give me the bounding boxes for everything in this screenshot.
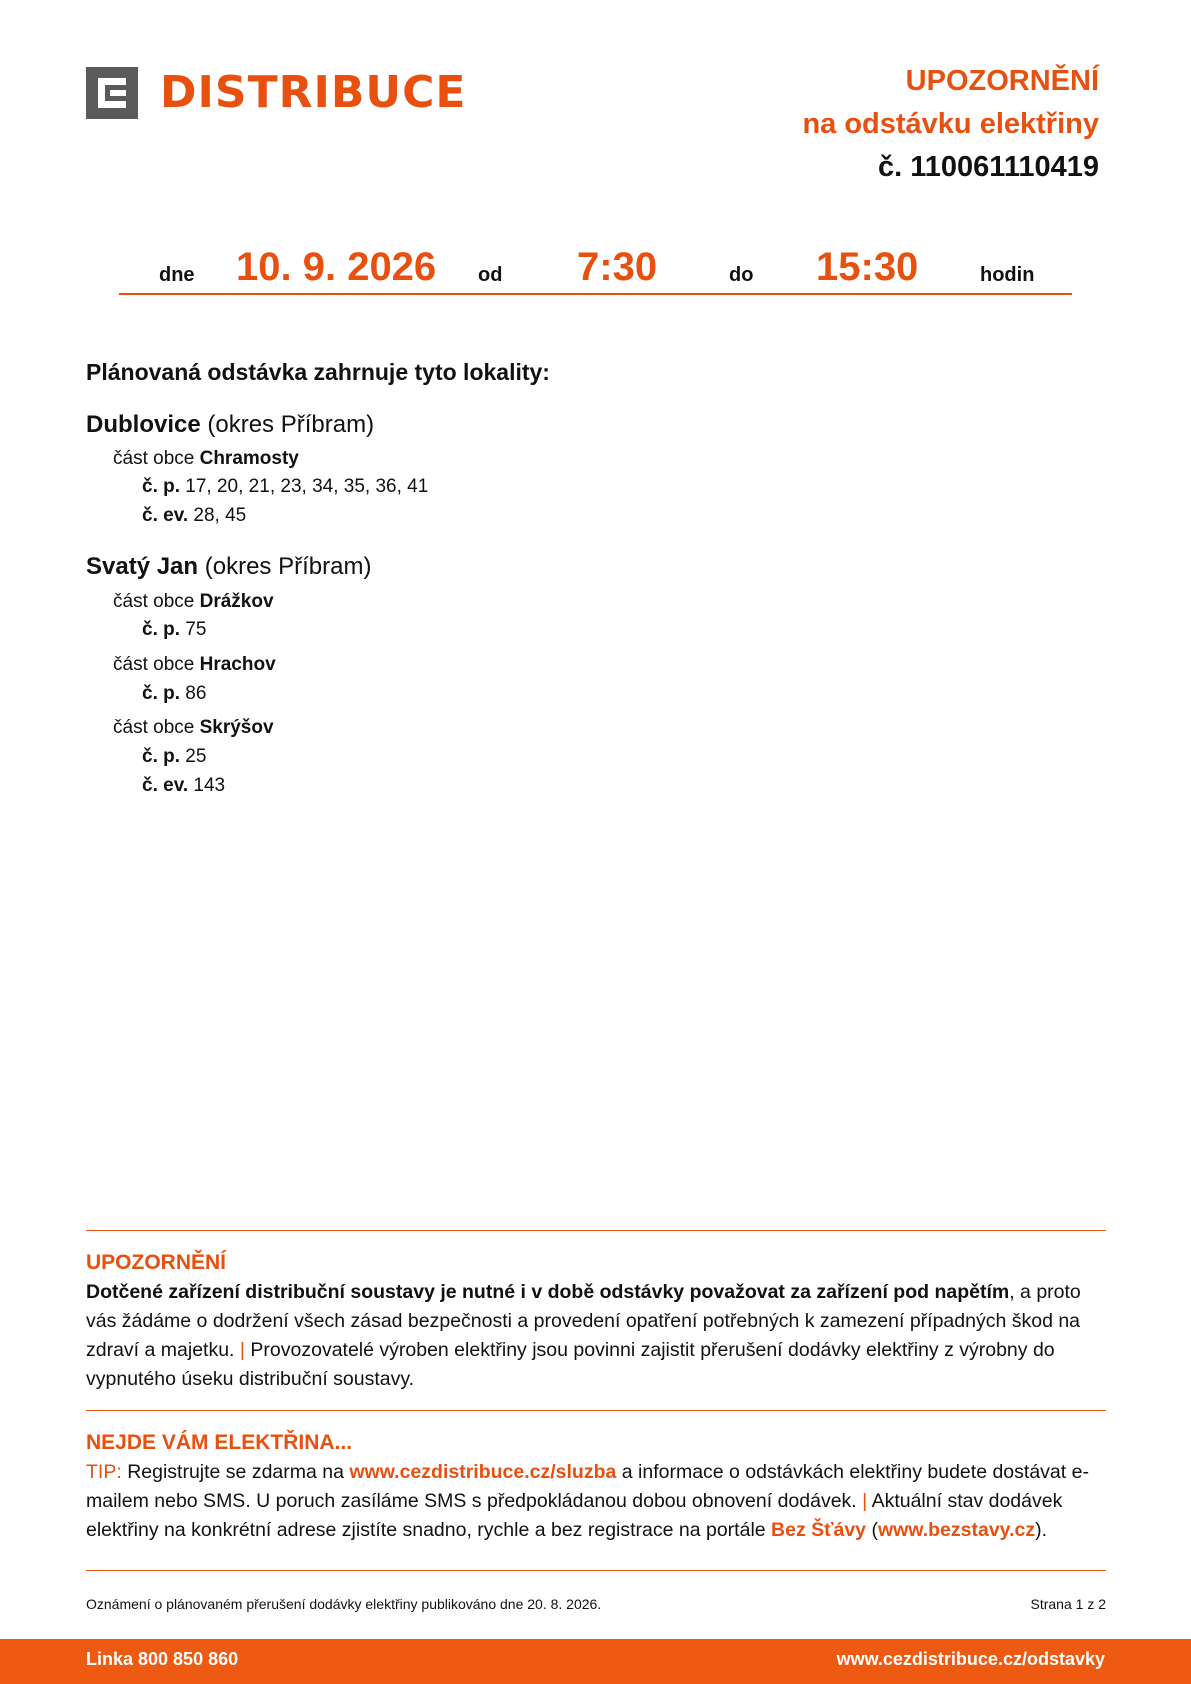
number-label: č. p. <box>142 746 181 767</box>
end-time: 15:30 <box>816 245 919 289</box>
notice-title-block <box>802 60 1099 189</box>
municipality-district: (okres Příbram) <box>207 411 375 438</box>
warning-text-2: Provozovatelé výroben elektřiny jsou povinni zajistit přerušení dodávky elektřiny z výrobny do vypnutého úseku distribuční soustavy. <box>86 1339 1055 1390</box>
house-numbers <box>142 683 206 705</box>
paren-open: ( <box>871 1519 878 1541</box>
number-label: č. p. <box>142 476 181 497</box>
notice-number: č. 110061110419 <box>878 151 1099 183</box>
outage-date: 10. 9. 2026 <box>236 245 437 289</box>
cez-logo-mark <box>86 67 138 119</box>
notice-title: UPOZORNĚNÍ <box>905 65 1099 97</box>
part-name: Drážkov <box>199 591 274 612</box>
house-numbers <box>142 775 225 797</box>
hotline[interactable]: Linka 800 850 860 <box>86 1649 239 1669</box>
from-prefix: od <box>478 264 503 286</box>
municipality-part <box>113 654 276 676</box>
date-prefix: dne <box>159 264 195 286</box>
part-prefix: část obce <box>113 717 195 738</box>
paren-close: ). <box>1035 1519 1048 1541</box>
service-link[interactable]: www.cezdistribuce.cz/sluzba <box>349 1461 617 1483</box>
part-name: Chramosty <box>199 448 299 469</box>
warning-heading: UPOZORNĚNÍ <box>86 1251 227 1274</box>
part-prefix: část obce <box>113 654 195 675</box>
number-values: 28, 45 <box>193 505 247 526</box>
number-values: 25 <box>185 746 207 767</box>
municipality-heading <box>86 411 374 439</box>
part-name: Hrachov <box>199 654 276 675</box>
localities-intro: Plánovaná odstávka zahrnuje tyto lokality: <box>86 359 550 385</box>
warning-text <box>86 1278 1116 1394</box>
municipality-part <box>113 591 274 613</box>
warning-bold-text: Dotčené zařízení distribuční soustavy je nutné i v době odstávky považovat za zařízení pod napětím <box>86 1281 1010 1303</box>
house-numbers <box>142 505 246 527</box>
number-label: č. ev. <box>142 775 189 796</box>
tip-text-3: Aktuální stav dodávek elektřiny na konkrétní adrese zjistíte snadno, rychle a bez registrace na portále <box>86 1490 1063 1541</box>
number-label: č. p. <box>142 619 181 640</box>
notice-subtitle: na odstávku elektřiny <box>802 108 1099 140</box>
municipality-part <box>113 717 274 739</box>
number-values: 86 <box>185 683 207 704</box>
part-name: Skrýšov <box>199 717 274 738</box>
published-note: Oznámení o plánovaném přerušení dodávky elektřiny publikováno dne 20. 8. 2026. <box>86 1596 602 1612</box>
number-values: 143 <box>193 775 226 796</box>
house-numbers <box>142 746 206 768</box>
number-label: č. ev. <box>142 505 189 526</box>
no-power-text <box>86 1458 1116 1545</box>
start-time: 7:30 <box>577 245 658 289</box>
municipality-heading <box>86 553 371 581</box>
divider <box>86 1410 1106 1411</box>
portal-name: Bez Šťávy <box>771 1519 867 1541</box>
part-prefix: část obce <box>113 448 195 469</box>
municipality-part <box>113 448 299 470</box>
municipality-district: (okres Příbram) <box>204 553 372 580</box>
date-underline <box>119 293 1072 295</box>
divider <box>86 1570 1106 1571</box>
divider <box>86 1230 1106 1231</box>
page-number: Strana 1 z 2 <box>1030 1596 1106 1612</box>
tip-text-2: a informace o odstávkách elektřiny budete dostávat e-mailem nebo SMS. U poruch zasíláme SMS s předpokládanou dobou obnovení dodávek. <box>86 1461 1089 1512</box>
warning-text-1: , a proto vás žádáme o dodržení všech zásad bezpečnosti a provedení opatření potřebných k zamezení případných škod na zdraví a majetku. <box>86 1281 1081 1361</box>
number-values: 75 <box>185 619 207 640</box>
number-label: č. p. <box>142 683 181 704</box>
part-prefix: část obce <box>113 591 195 612</box>
to-prefix: do <box>729 264 754 286</box>
bezstavy-link[interactable]: www.bezstavy.cz <box>877 1519 1036 1541</box>
house-numbers <box>142 619 206 641</box>
municipality-name: Svatý Jan <box>86 553 199 580</box>
separator: | <box>862 1490 868 1512</box>
hours-suffix: hodin <box>980 264 1035 286</box>
number-values: 17, 20, 21, 23, 34, 35, 36, 41 <box>185 476 429 497</box>
outages-link[interactable]: www.cezdistribuce.cz/odstavky <box>836 1649 1105 1669</box>
logo-text: DISTRIBUCE <box>160 67 467 118</box>
tip-label: TIP: <box>86 1461 122 1483</box>
no-power-heading: NEJDE VÁM ELEKTŘINA... <box>86 1431 353 1454</box>
tip-text-1: Registrujte se zdarma na <box>127 1461 344 1483</box>
municipality-name: Dublovice <box>86 411 201 438</box>
separator: | <box>239 1339 245 1361</box>
house-numbers <box>142 476 428 498</box>
